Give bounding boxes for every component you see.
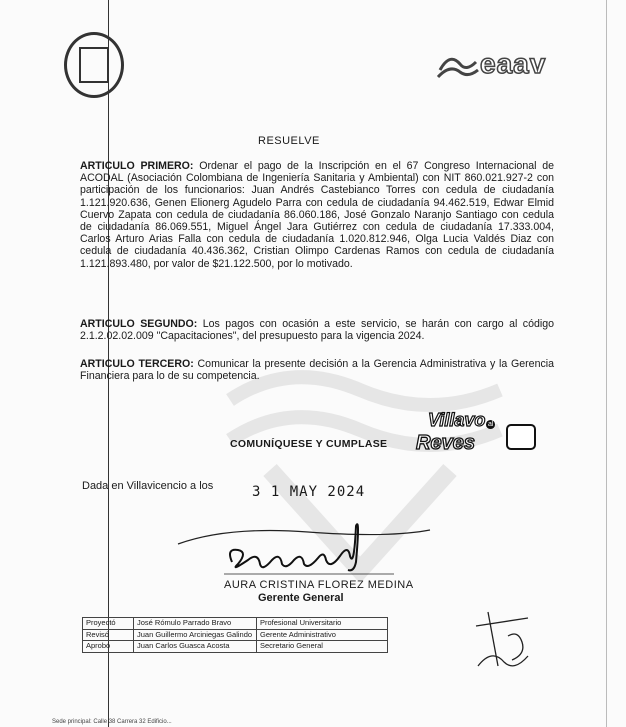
table-row: Proyectó José Rómulo Parrado Bravo Profesional Universitario [83, 618, 388, 630]
institution-seal [64, 32, 124, 98]
dated-text: Dada en Villavicencio a los [82, 480, 214, 492]
initials-scribble [468, 606, 538, 676]
handwritten-signature [168, 522, 438, 582]
resolution-heading: RESUELVE [258, 135, 320, 147]
date-stamp: 3 1 MAY 2024 [252, 484, 366, 500]
signer-role: Gerente General [258, 592, 344, 604]
tv-icon [506, 424, 536, 450]
article-third: ARTICULO TERCERO: Comunicar la presente decisión a la Gerencia Administrativa y la Gerencia Financiera para lo de su competencia. [80, 358, 555, 383]
page-edge [606, 0, 607, 727]
villavo-al-reves-badge: Villavo al Reves [408, 408, 532, 468]
approval-table [82, 617, 388, 653]
signer-name: AURA CRISTINA FLOREZ MEDINA [224, 579, 414, 591]
footer-address: Sede principal: Calle 38 Carrera 32 Edificio... [52, 719, 172, 725]
article-second: ARTICULO SEGUNDO: Los pagos con ocasión a este servicio, se harán con cargo al código 2.1.2.02.02.009 "Capacitaciones", del presupuesto para la vigencia 2024. [80, 318, 554, 343]
eaav-logo [436, 50, 566, 84]
closing-text: COMUNÍQUESE Y CUMPLASE [230, 438, 388, 450]
table-row: Revisó Juan Guillermo Arciniegas Galindo Gerente Administrativo [83, 629, 388, 641]
article-first: ARTICULO PRIMERO: Ordenar el pago de la Inscripción en el 67 Congreso Internacional de ACODAL (Asociación Colombiana de Ingeniería Sanitaria y Ambiental) con NIT 860.021.927-2 con participación de los funcionarios: Juan Andrés Castebianco Torres con cedula de ciudadanía 1.121.920.636, Genen Elionerg Agudelo Parra con cedula de ciudadanía 94.462.519, Edwar Elmid Cuervo Zapata con cedula de ciudadanía 86.060.186, José Gonzalo Naranjo Santiago con cedula de ciudadanía 86.069.551, Miguel Ángel Jara Gutiérrez con cedula de ciudadanía 17.333.004, Carlos Arturo Arias Falla con cedula de ciudadanía 1.020.812.946, Olga Lucia Valdés Diaz con cedula de ciudadanía 40.436.362, Cristian Olimpo Cardenas Ramos con cedula de ciudadanía 1.121.893.480, por valor de $21.122.500, por lo motivado. [80, 160, 554, 270]
table-row: Aprobó Juan Carlos Guasca Acosta Secretario General [83, 641, 388, 653]
logo-text: eaav [480, 48, 547, 79]
